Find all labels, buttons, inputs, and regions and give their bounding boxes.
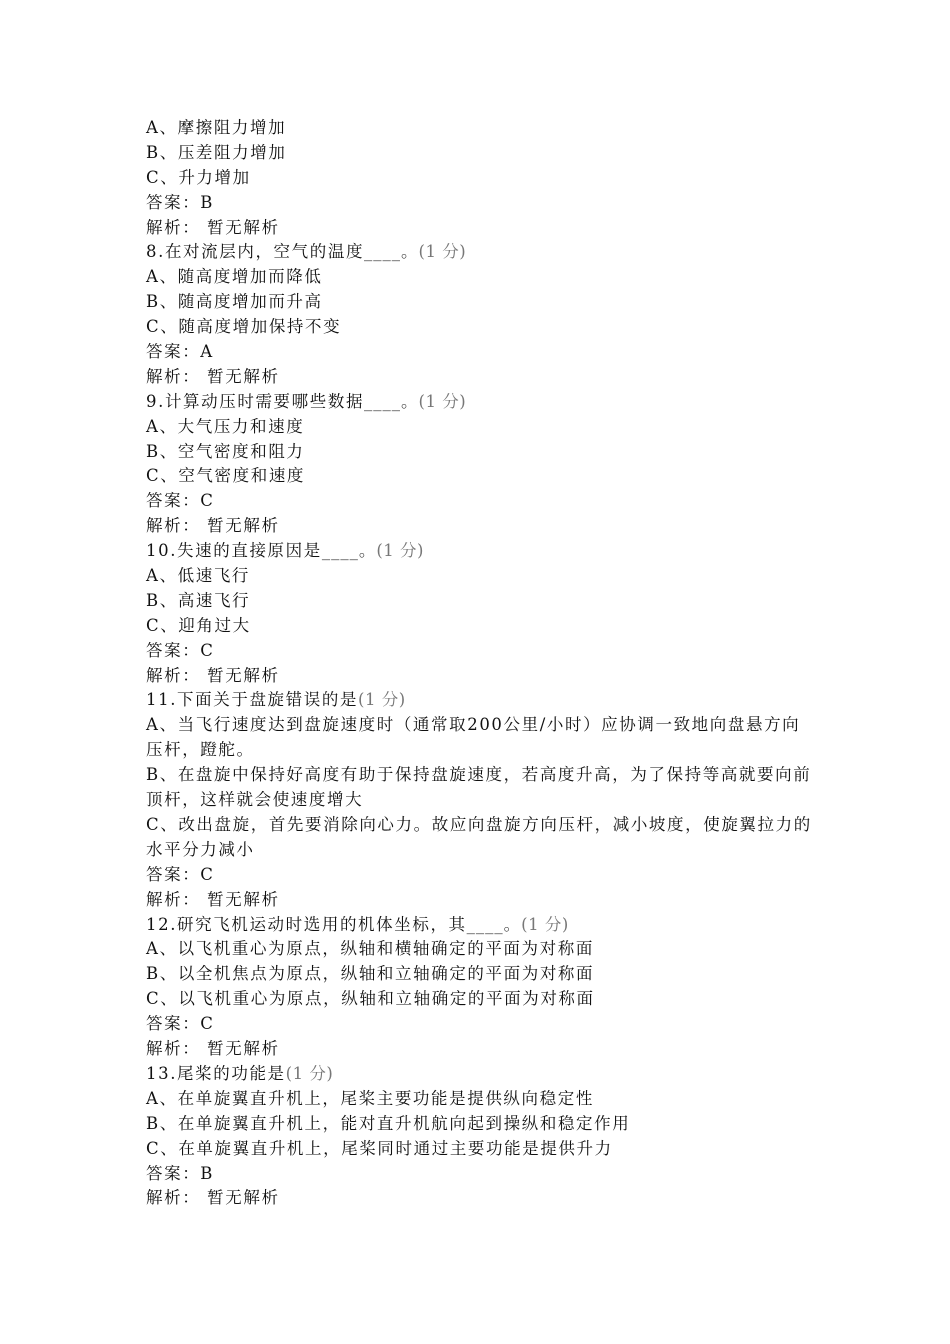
- option-a: A、摩擦阻力增加: [146, 118, 287, 137]
- option-a: A、低速飞行: [146, 566, 251, 586]
- answer-line: 答案：B: [146, 1163, 215, 1183]
- option-a: A、在单旋翼直升机上，尾桨主要功能是提供纵向稳定性: [146, 1088, 594, 1108]
- question-text: 11.下面关于盘旋错误的是: [146, 690, 359, 710]
- score-label: (1 分): [418, 391, 467, 411]
- answer-blank: ____。: [364, 242, 419, 262]
- score-label: (1 分): [418, 242, 467, 262]
- question-stem: [146, 688, 816, 713]
- option-b: B、随高度增加而升高: [146, 292, 323, 312]
- analysis-line: 解析： 暂无解析: [146, 1188, 280, 1208]
- question-text: 8.在对流层内，空气的温度: [146, 242, 365, 262]
- analysis-line: 解析： 暂无解析: [146, 665, 280, 685]
- answer-line: 答案：B: [146, 192, 215, 212]
- question-text: 10.失速的直接原因是: [146, 541, 322, 561]
- option-b: B、空气密度和阻力: [146, 441, 305, 461]
- answer-blank: ____。: [466, 914, 522, 934]
- answer-line: 答案：C: [146, 640, 215, 660]
- option-c: C、迎角过大: [146, 615, 251, 635]
- exam-document: [146, 116, 816, 1211]
- answer-blank: ____。: [321, 541, 377, 561]
- analysis-line: 解析： 暂无解析: [146, 1039, 280, 1059]
- question-stem: [146, 1062, 816, 1087]
- option-c: C、随高度增加保持不变: [146, 317, 342, 337]
- option-c: C、改出盘旋，首先要消除向心力。故应向盘旋方向压杆，减小坡度，使旋翼拉力的水平分力减小: [146, 815, 812, 859]
- option-a: A、随高度增加而降低: [146, 267, 323, 287]
- option-b: B、以全机焦点为原点，纵轴和立轴确定的平面为对称面: [146, 964, 595, 984]
- option-b: B、压差阻力增加: [146, 142, 287, 162]
- option-c: C、在单旋翼直升机上，尾桨同时通过主要功能是提供升力: [146, 1138, 613, 1158]
- score-label: (1 分): [376, 541, 424, 561]
- question-text: 12.研究飞机运动时选用的机体坐标，其: [146, 914, 467, 934]
- analysis-line: 解析： 暂无解析: [146, 366, 280, 386]
- option-c: C、升力增加: [146, 167, 251, 187]
- option-a: A、大气压力和速度: [146, 416, 305, 436]
- question-text: 9.计算动压时需要哪些数据: [146, 391, 365, 411]
- answer-line: 答案：C: [146, 864, 215, 884]
- answer-line: 答案：C: [146, 491, 215, 511]
- option-b: B、高速飞行: [146, 590, 251, 610]
- question-stem: [146, 539, 816, 564]
- score-label: (1 分): [285, 1063, 334, 1083]
- option-a: A、当飞行速度达到盘旋速度时（通常取200公里/小时）应协调一致地向盘悬方向压杆，蹬舵。: [146, 715, 801, 760]
- option-a: A、以飞机重心为原点，纵轴和横轴确定的平面为对称面: [146, 939, 594, 959]
- question-stem: [146, 390, 816, 415]
- answer-line: 答案：C: [146, 1014, 215, 1034]
- option-c: C、空气密度和速度: [146, 466, 306, 486]
- analysis-line: 解析： 暂无解析: [146, 217, 280, 237]
- option-b: B、在盘旋中保持好高度有助于保持盘旋速度，若高度升高，为了保持等高就要向前顶杆，这样就会使速度增大: [146, 765, 812, 810]
- answer-line: 答案：A: [146, 342, 214, 362]
- analysis-line: 解析： 暂无解析: [146, 889, 280, 909]
- score-label: (1 分): [521, 914, 569, 934]
- score-label: (1 分): [358, 690, 406, 710]
- option-b: B、在单旋翼直升机上，能对直升机航向起到操纵和稳定作用: [146, 1113, 631, 1133]
- analysis-line: 解析： 暂无解析: [146, 516, 280, 536]
- answer-blank: ____。: [364, 391, 419, 411]
- question-stem: [146, 913, 816, 938]
- question-stem: [146, 240, 816, 265]
- option-c: C、以飞机重心为原点，纵轴和立轴确定的平面为对称面: [146, 989, 595, 1009]
- question-text: 13.尾桨的功能是: [146, 1063, 286, 1083]
